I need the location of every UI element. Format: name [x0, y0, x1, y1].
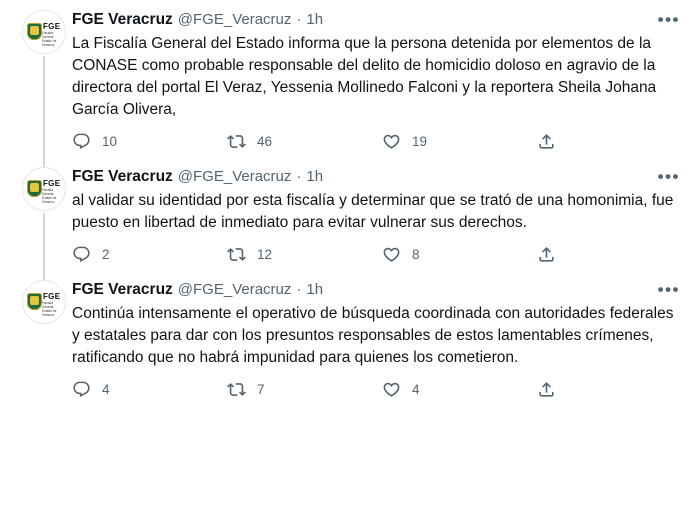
- avatar-initials: FGE: [43, 22, 61, 31]
- reply-icon: [72, 380, 91, 399]
- reply-count: 2: [102, 247, 110, 262]
- share-icon: [537, 380, 556, 399]
- retweet-action[interactable]: [227, 380, 382, 399]
- avatar[interactable]: [22, 167, 66, 211]
- avatar-caption: Fiscalía General Estado de Veracruz: [42, 301, 57, 317]
- retweet-count: 7: [257, 382, 265, 397]
- header-separator: ·: [296, 281, 302, 298]
- share-action[interactable]: [537, 132, 556, 151]
- more-options-icon[interactable]: •••: [657, 167, 680, 186]
- like-icon: [382, 132, 401, 151]
- tweet-actions: [72, 132, 592, 151]
- crest-icon: [27, 293, 42, 310]
- like-action[interactable]: [382, 380, 537, 399]
- more-options-icon[interactable]: •••: [657, 280, 680, 299]
- like-count: 8: [412, 247, 420, 262]
- avatar-caption: Fiscalía General Estado de Veracruz: [42, 31, 57, 47]
- tweet-body: [72, 280, 682, 405]
- account-display-name[interactable]: FGE Veracruz: [72, 11, 173, 28]
- tweet-actions: [72, 245, 592, 264]
- reply-action[interactable]: [72, 245, 227, 264]
- like-icon: [382, 380, 401, 399]
- reply-icon: [72, 245, 91, 264]
- tweet-avatar-column: [16, 10, 72, 157]
- account-handle[interactable]: @FGE_Veracruz: [177, 281, 292, 298]
- tweet-avatar-column: [16, 280, 72, 405]
- retweet-count: 12: [257, 247, 273, 262]
- share-action[interactable]: [537, 245, 556, 264]
- tweet-item[interactable]: [0, 157, 698, 270]
- tweet-actions: [72, 380, 592, 399]
- avatar-caption: Fiscalía General Estado de Veracruz: [42, 188, 57, 204]
- retweet-action[interactable]: [227, 245, 382, 264]
- tweet-item[interactable]: [0, 270, 698, 405]
- tweet-body: [72, 167, 682, 270]
- reply-count: 4: [102, 382, 110, 397]
- share-icon: [537, 245, 556, 264]
- header-separator: ·: [296, 11, 302, 28]
- tweet-timestamp[interactable]: 1h: [306, 11, 324, 28]
- account-display-name[interactable]: FGE Veracruz: [72, 281, 173, 298]
- tweet-header: [72, 10, 682, 30]
- thread-connector-line: [43, 56, 45, 171]
- retweet-icon: [227, 132, 246, 151]
- avatar[interactable]: [22, 10, 66, 54]
- tweet-text: al validar su identidad por esta fiscalía y determinar que se trató de una homonimia, fue puesto en libertad de inmediato para evitar vulnerar sus derechos.: [72, 192, 674, 231]
- reply-action[interactable]: [72, 380, 227, 399]
- share-icon: [537, 132, 556, 151]
- share-action[interactable]: [537, 380, 556, 399]
- account-handle[interactable]: @FGE_Veracruz: [177, 168, 292, 185]
- account-handle[interactable]: @FGE_Veracruz: [177, 11, 292, 28]
- like-count: 4: [412, 382, 420, 397]
- tweet-text: Continúa intensamente el operativo de búsqueda coordinada con autoridades federales y estatales para dar con los presuntos responsables de estos lamentables crímenes, ratificando que no habrá impunidad para quienes los cometieron.: [72, 305, 674, 366]
- retweet-icon: [227, 245, 246, 264]
- retweet-count: 46: [257, 134, 273, 149]
- tweet-header: [72, 167, 682, 187]
- tweet-header: [72, 280, 682, 300]
- tweet-text: La Fiscalía General del Estado informa que la persona detenida por elementos de la CONASE como probable responsable del delito de homicidio doloso en agravio de la directora del portal El Veraz, Yessenia Mollinedo Falconi y la reportera Sheila Johana García Olivera,: [72, 35, 657, 118]
- avatar[interactable]: [22, 280, 66, 324]
- more-options-icon[interactable]: •••: [657, 10, 680, 29]
- like-count: 19: [412, 134, 428, 149]
- like-action[interactable]: [382, 132, 537, 151]
- crest-icon: [27, 23, 42, 40]
- like-icon: [382, 245, 401, 264]
- header-separator: ·: [296, 168, 302, 185]
- account-display-name[interactable]: FGE Veracruz: [72, 168, 173, 185]
- reply-icon: [72, 132, 91, 151]
- avatar-initials: FGE: [43, 292, 61, 301]
- tweet-body: [72, 10, 682, 157]
- retweet-icon: [227, 380, 246, 399]
- crest-icon: [27, 180, 42, 197]
- avatar-initials: FGE: [43, 179, 61, 188]
- reply-action[interactable]: [72, 132, 227, 151]
- reply-count: 10: [102, 134, 118, 149]
- like-action[interactable]: [382, 245, 537, 264]
- tweet-timestamp[interactable]: 1h: [306, 281, 324, 298]
- tweet-avatar-column: [16, 167, 72, 270]
- tweet-item[interactable]: [0, 0, 698, 157]
- tweet-timestamp[interactable]: 1h: [306, 168, 324, 185]
- retweet-action[interactable]: [227, 132, 382, 151]
